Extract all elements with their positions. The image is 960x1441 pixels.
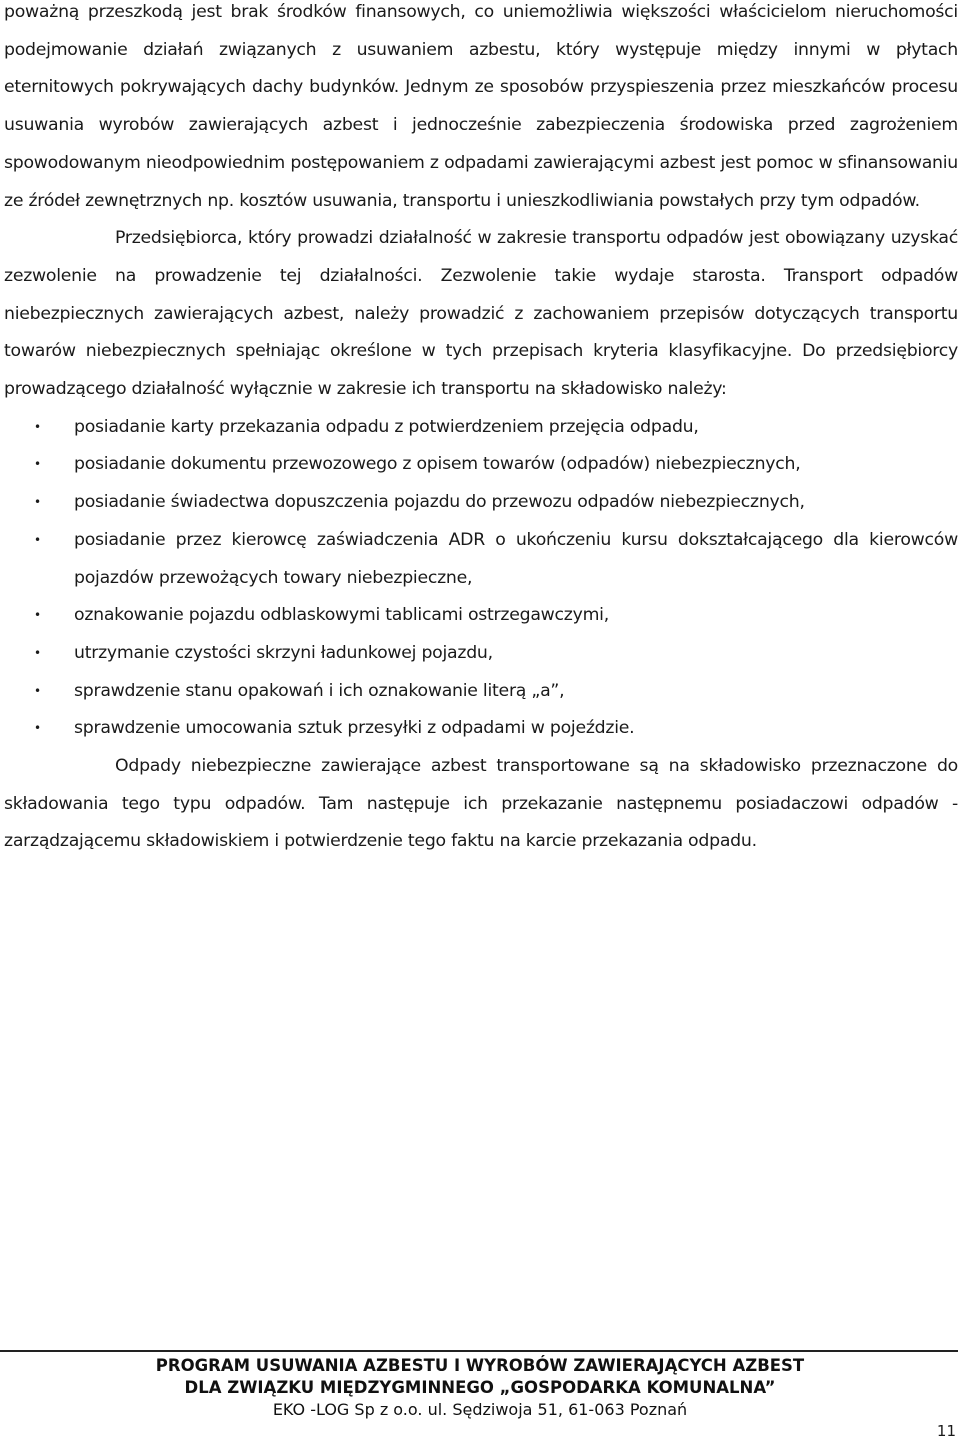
list-item [4, 484, 958, 522]
list-item-text: posiadanie przez kierowcę zaświadczenia ADR o ukończeniu kursu dokształcającego dla kierowców pojazdów przewożących towary niebezpieczne, [74, 529, 958, 588]
paragraph-landfill: Odpady niebezpieczne zawierające azbest transportowane są na składowisko przeznaczone do składowania tego typu odpadów. Tam następuje ich przekazanie następnemu posiadaczowi odpadów -zarządzającemu składowiskiem i potwierdzenie tego faktu na karcie przekazania odpadu. [4, 756, 958, 852]
page-footer [0, 1355, 960, 1421]
requirements-list [4, 409, 958, 748]
list-item-text: oznakowanie pojazdu odblaskowymi tablicami ostrzegawczymi, [74, 605, 609, 626]
page-number: 11 [936, 1422, 956, 1440]
document-body [4, 0, 958, 861]
list-item-text: utrzymanie czystości skrzyni ładunkowej pojazdu, [74, 642, 493, 663]
list-item [4, 635, 958, 673]
bullet-icon: • [34, 532, 41, 547]
list-item [4, 673, 958, 711]
footer-union-name: DLA ZWIĄZKU MIĘDZYGMINNEGO „GOSPODARKA KOMUNALNA” [184, 1378, 776, 1397]
paragraph-financing: poważną przeszkodą jest brak środków finansowych, co uniemożliwia większości właścicielom nieruchomości podejmowanie działań związanych z usuwaniem azbestu, który występuje między innymi w płytach eternitowych pokrywających dachy budynków. Jednym ze sposobów przyspieszenia przez mieszkańców procesu usuwania wyrobów zawierających azbest i jednocześnie zabezpieczenia środowiska przed zagrożeniem spowodowanym nieodpowiednim postępowaniem z odpadami zawierającymi azbest jest pomoc w sfinansowaniu ze źródeł zewnętrznych np. kosztów usuwania, transportu i unieszkodliwiania powstałych przy tym odpadów. [4, 2, 958, 211]
bullet-icon: • [34, 721, 41, 736]
bullet-icon: • [34, 495, 41, 510]
bullet-icon: • [34, 608, 41, 623]
bullet-icon: • [34, 457, 41, 472]
bullet-icon: • [34, 419, 41, 434]
list-item [4, 710, 958, 748]
bullet-icon: • [34, 683, 41, 698]
list-item-text: sprawdzenie umocowania sztuk przesyłki z odpadami w pojeździe. [74, 718, 635, 739]
paragraph-transport-permit: Przedsiębiorca, który prowadzi działalność w zakresie transportu odpadów jest obowiązany uzyskać zezwolenie na prowadzenie tej działalności. Zezwolenie takie wydaje starosta. Transport odpadów niebezpiecznych zawierających azbest, należy prowadzić z zachowaniem przepisów dotyczących transportu towarów niebezpiecznych spełniając określone w tych przepisach kryteria klasyfikacyjne. Do przedsiębiorcy prowadzącego działalność wyłącznie w zakresie ich transportu na składowisko należy: [4, 228, 958, 400]
list-item-text: posiadanie karty przekazania odpadu z potwierdzeniem przejęcia odpadu, [74, 416, 699, 437]
footer-divider [0, 1350, 958, 1352]
list-item [4, 597, 958, 635]
footer-company-address: EKO -LOG Sp z o.o. ul. Sędziwoja 51, 61-063 Poznań [272, 1400, 688, 1419]
footer-program-title: PROGRAM USUWANIA AZBESTU I WYROBÓW ZAWIERAJĄCYCH AZBEST [155, 1356, 805, 1375]
list-item-text: sprawdzenie stanu opakowań i ich oznakowanie literą „a”, [74, 680, 565, 701]
list-item-text: posiadanie dokumentu przewozowego z opisem towarów (odpadów) niebezpiecznych, [74, 454, 801, 475]
list-item [4, 446, 958, 484]
list-item [4, 522, 958, 597]
bullet-icon: • [34, 645, 41, 660]
list-item [4, 409, 958, 447]
list-item-text: posiadanie świadectwa dopuszczenia pojazdu do przewozu odpadów niebezpiecznych, [74, 492, 805, 513]
